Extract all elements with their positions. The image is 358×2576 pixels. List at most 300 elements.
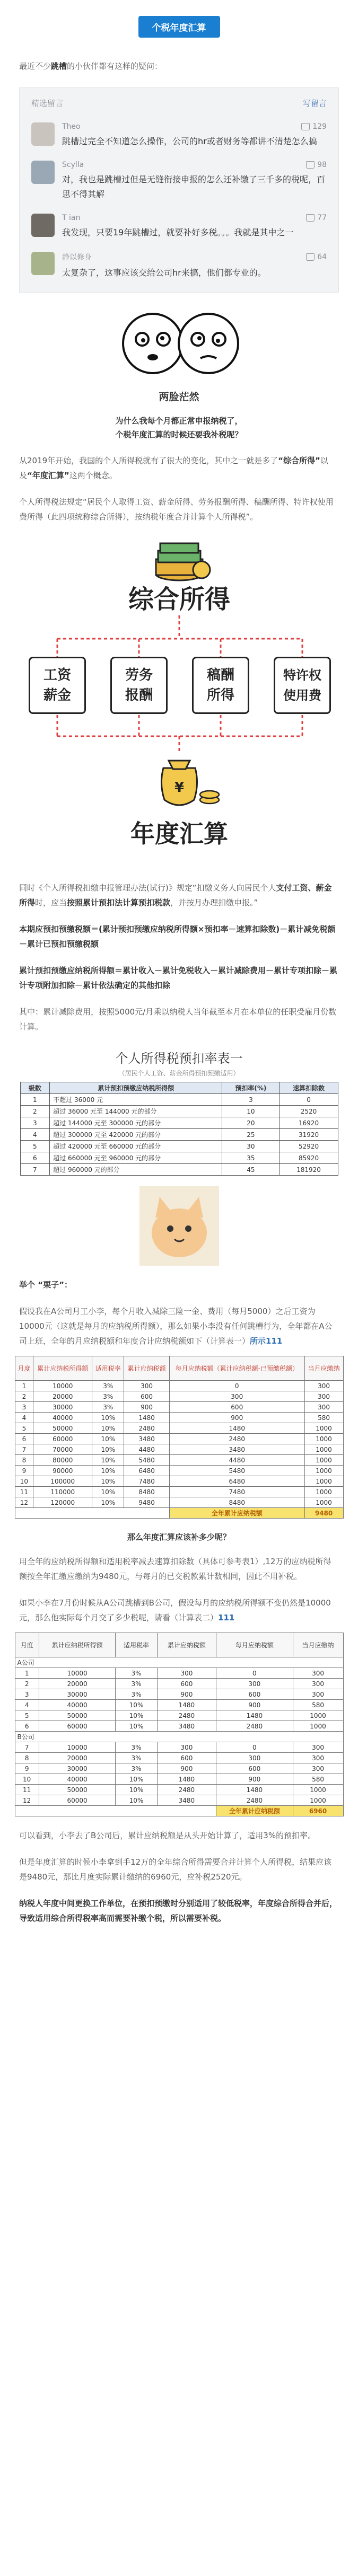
table-header-cell: 适用税率 [92,1356,124,1381]
table-cell: 不超过 36000 元 [50,1094,222,1106]
paragraph-10: 纳税人年度中间更换工作单位，在预扣预缴时分别适用了较低税率，年度综合所得合并后，导致适用综合所得税率高而需要补缴个税，所以需要补税。 [19,1899,338,1923]
table-cell: 3% [116,1753,157,1763]
table-header-row [15,1356,343,1381]
table-cell: 80000 [33,1455,92,1466]
table-row [15,1700,343,1710]
formula-2: 累计预扣预缴应纳税所得额＝累计收入－累计免税收入－累计减除费用－累计专项扣除－累计专项附加扣除－累计依法确定的其他扣除 [19,966,338,990]
table1-subtitle: （居民个人工资、薪金所得预扣预缴适用） [118,1070,240,1077]
table-cell: 580 [304,1413,343,1423]
table-cell: 50000 [39,1785,115,1795]
table-cell: 8 [15,1455,33,1466]
table-cell: 2480 [216,1721,293,1732]
table-cell: 10% [116,1774,157,1785]
table-cell: 1000 [304,1434,343,1444]
example-caption: 举个 “栗子”： [19,1280,72,1290]
table-cell: 52920 [280,1141,338,1152]
table-cell: 11 [15,1785,39,1795]
table-cell: 300 [293,1763,343,1774]
table-cell: 600 [216,1763,293,1774]
table-cell: 1000 [293,1795,343,1806]
table-cell: 2 [20,1106,50,1117]
table-cell: 超过 36000 元至 144000 元的部分 [50,1106,222,1117]
table-cell: 1 [15,1668,39,1679]
table-row [20,1117,338,1129]
comment-item [20,246,338,287]
table-cell: 110000 [33,1487,92,1497]
table-header-cell: 累计应纳税额 [124,1356,170,1381]
avatar [31,161,55,184]
table-cell: 10% [92,1497,124,1508]
table2-body [15,1381,343,1508]
table-cell: 3% [116,1668,157,1679]
para3-bold2: 按照累计预扣法计算预扣税款 [67,898,171,907]
table-cell: 2480 [169,1434,304,1444]
like-button[interactable] [301,122,327,131]
para1-term2: “年度汇算” [27,471,69,480]
table-row [20,1141,338,1152]
question-line: 为什么我每个月都正常申报纳税了， [115,416,243,426]
table-cell: 600 [216,1689,293,1700]
comment-item [20,208,338,246]
intro-text [0,59,358,74]
table-cell: 580 [293,1774,343,1785]
table-row [15,1381,343,1391]
paragraph-2: 个人所得税法规定“居民个人取得工资、薪金所得、劳务报酬所得、稿酬所得、特许权使用费所得（此四项统称综合所得），按纳税年度合并计算个人所得税”。 [19,497,334,522]
table-cell: 70000 [33,1444,92,1455]
diagram-item-salary: 工资 薪金 [29,657,86,714]
table-cell: 5 [20,1141,50,1152]
diagram-item-license: 特许权 使用费 [274,657,331,714]
para5-link[interactable]: 所示111 [250,1336,283,1346]
table-header-cell: 累计预扣预缴应纳税所得额 [50,1082,222,1094]
table-cell: 1 [20,1094,50,1106]
table-cell: 300 [304,1402,343,1413]
table-cell: 3% [92,1391,124,1402]
thumb-up-icon [306,161,315,169]
table-cell: 3% [116,1689,157,1700]
like-button[interactable] [306,252,327,262]
total-value: 6960 [293,1806,343,1816]
table-cell: 1000 [293,1785,343,1795]
table-header-cell: 预扣率(%) [222,1082,280,1094]
badge-wrap [0,0,358,38]
table-cell: 10% [92,1455,124,1466]
table-cell: 300 [293,1742,343,1753]
table-header-cell: 每月应纳税额 [216,1633,293,1657]
table-cell: 4 [20,1129,50,1141]
avatar [31,252,55,275]
table-cell: 超过 300000 元至 420000 元的部分 [50,1129,222,1141]
table-row [15,1497,343,1508]
table-cell: 10 [222,1106,280,1117]
table-cell: 1 [15,1381,33,1391]
comment-author: Scylla [62,161,84,169]
table-cell: 12 [15,1497,33,1508]
paragraph-5 [0,1304,358,1348]
table-header-cell: 适用税率 [116,1633,157,1657]
table-row [15,1742,343,1753]
table-cell: 300 [124,1381,170,1391]
table-cell: 10 [15,1774,39,1785]
para1-mid: 以及 [19,456,328,480]
diagram-bottom-label: 年度汇算 [130,819,228,848]
table-cell: 超过 660000 元至 960000 元的部分 [50,1152,222,1164]
like-count: 129 [312,122,327,131]
intro-pre: 最近不少 [19,61,51,71]
table-cell: 300 [157,1742,216,1753]
table-cell: 5 [15,1710,39,1721]
table-cell: 3% [92,1402,124,1413]
diagram-top-label: 综合所得 [128,585,231,614]
table-cell: 2480 [157,1710,216,1721]
table-cell: 100000 [33,1476,92,1487]
intro-strong: 跳槽 [51,61,67,71]
para5-text: 假设我在A公司月工小李，每个月收入减除三险一金、费用（每月5000）之后工资为10000元（这就是每月的应纳税所得额），那么如果小李没有任何跳槽行为，全年都在A公司上班，全年的月应纳税额和年度合计应纳税额如下（计算表一） [19,1307,333,1346]
table-cell: 6480 [124,1466,170,1476]
table-cell: 4480 [124,1444,170,1455]
thumb-up-icon [306,253,315,261]
table-row [15,1710,343,1721]
table-cell: 300 [216,1753,293,1763]
paragraph-4: 其中：累计减除费用，按照5000元/月乘以纳税人当年截至本月在本单位的任职受雇月份数计算。 [19,1007,337,1031]
table-header-cell: 累计应纳税所得额 [33,1356,92,1381]
table-cell: 600 [124,1391,170,1402]
table-cell: 10 [15,1476,33,1487]
table-cell: 4 [15,1700,39,1710]
table-cell: 30000 [39,1689,115,1700]
like-button[interactable] [306,214,327,222]
table-header-row [15,1633,343,1657]
questions [0,414,358,442]
table-cell: 6 [20,1152,50,1164]
table-row [15,1668,343,1679]
table-cell: 10% [92,1434,124,1444]
table-cell: 10% [92,1487,124,1497]
para3-post: ，并按月办理扣缴申报。” [170,898,258,907]
table-row [15,1795,343,1806]
table-cell: 10% [92,1466,124,1476]
thumb-up-icon [306,214,315,222]
like-button[interactable] [306,161,327,169]
table-cell: 12 [15,1795,39,1806]
table-header-row [20,1082,338,1094]
formula-1: 本期应预扣预缴税额＝(累计预扣预缴应纳税所得额×预扣率－速算扣除数)－累计减免税额－累计已预扣预缴税额 [19,924,336,949]
comment-author: 静以修身 [62,253,92,262]
table-row [15,1689,343,1700]
table-cell [15,1508,169,1519]
table-cell: 1480 [157,1700,216,1710]
table-cell: 10% [92,1444,124,1455]
table-cell: 16920 [280,1117,338,1129]
table-cell: 8480 [124,1487,170,1497]
table-cell: 900 [216,1774,293,1785]
para7-link[interactable]: 111 [218,1613,235,1622]
diagram-item-labor: 劳务 报酬 [110,657,168,714]
table-cell: 181920 [280,1164,338,1176]
paragraph-6: 用全年的应纳税所得额和适用税率减去速算扣除数（具体可参考表1）,12万的应纳税所得额按全年汇缴应缴纳为9480元，与每月的已交税款累计数相同，因此不用补税。 [19,1557,331,1581]
table-row [15,1391,343,1402]
table1-title: 个人所得税预扣率表一 [115,1051,243,1066]
comment-text: 我发现，只要19年跳槽过，就要补好多税。。。我就是其中之一 [62,227,294,237]
table-row [20,1129,338,1141]
table-cell: 30000 [33,1402,92,1413]
table-cell: 10000 [39,1668,115,1679]
table-cell: 2520 [280,1106,338,1117]
para3-bold1: 支付工资、薪金所得 [19,883,332,907]
table-cell: 10% [116,1721,157,1732]
paragraph-3 [0,880,358,910]
table-cell: 1480 [169,1423,304,1434]
table-cell: 3480 [157,1795,216,1806]
table-cell: 60000 [33,1434,92,1444]
table-cell: 9480 [124,1497,170,1508]
table-row [15,1657,343,1668]
table-cell: 20 [222,1117,280,1129]
table-cell: 1000 [304,1423,343,1434]
table-cell: 1000 [293,1710,343,1721]
table-header-cell: 当月应缴纳 [293,1633,343,1657]
table-row [15,1763,343,1774]
table-cell: 35 [222,1152,280,1164]
table-cell: 8480 [169,1497,304,1508]
comments-header [20,88,338,117]
confused-faces-image [110,306,248,386]
table-cell: 300 [304,1381,343,1391]
table-cell: 30 [222,1141,280,1152]
table-cell: 10% [92,1423,124,1434]
table-cell: 3480 [157,1721,216,1732]
comments-title: 精选留言 [31,99,64,108]
table-cell: 超过 144000 元至 300000 元的部分 [50,1117,222,1129]
table-header-cell: 速算扣除数 [280,1082,338,1094]
table-cell: 10000 [39,1742,115,1753]
table-cell: 2480 [216,1795,293,1806]
table-cell: 1000 [304,1444,343,1455]
table-row [15,1444,343,1455]
tax-rate-table [20,1082,338,1176]
paragraph-9: 但是年度汇算的时候小李拿到手12万的全年综合所得需要合并计算个人所得税，结果应该是9480元，那比月度实际累计缴纳的6960元，应补税2520元。 [19,1857,332,1882]
table-cell: 300 [216,1679,293,1689]
table-header-cell: 级数 [20,1082,50,1094]
table-cell: 40000 [39,1700,115,1710]
svg-text:¥: ¥ [174,780,185,796]
table-cell: 900 [169,1413,304,1423]
table-cell: 7 [15,1444,33,1455]
table-cell: 7 [15,1742,39,1753]
table-cell: 10% [92,1413,124,1423]
para3-mid: 时，应当 [35,898,67,907]
table-row [15,1466,343,1476]
table-cell: 300 [304,1391,343,1402]
table-cell: 8 [15,1753,39,1763]
calc-table-1 [15,1356,344,1519]
comment-item [20,117,338,155]
table-cell: 120000 [33,1497,92,1508]
table-cell: 10% [116,1710,157,1721]
table-header-cell: 累计应纳税所得额 [39,1633,115,1657]
table-cell: 7480 [169,1487,304,1497]
table-cell: 0 [169,1381,304,1391]
intro-post: 的小伙伴都有这样的疑问： [67,61,163,71]
table-cell: 3 [15,1402,33,1413]
cat-meme-image [139,1186,219,1266]
table-cell: 3% [116,1679,157,1689]
paragraph-1 [0,453,358,483]
table-cell: 31920 [280,1129,338,1141]
table-row [15,1423,343,1434]
table-cell: 0 [216,1742,293,1753]
table-row [15,1679,343,1689]
like-count: 98 [317,161,327,169]
comment-item [20,155,338,208]
table-cell: 3 [15,1689,39,1700]
table-row [15,1721,343,1732]
table-cell: 300 [293,1679,343,1689]
table-row [15,1732,343,1742]
paragraph-7 [0,1595,358,1625]
table-cell: 11 [15,1487,33,1497]
table-row [15,1487,343,1497]
table-cell: 9 [15,1466,33,1476]
comment-text: 太复杂了，这事应该交给公司hr来搞，他们都专业的。 [62,268,266,278]
table-cell: 580 [293,1700,343,1710]
table-cell: 300 [293,1689,343,1700]
table-cell: 5 [15,1423,33,1434]
table-cell: 4 [15,1413,33,1423]
table-cell: 1480 [216,1785,293,1795]
total-value: 9480 [304,1508,343,1519]
write-comment-link[interactable]: 写留言 [302,99,327,108]
table-cell: 2480 [124,1423,170,1434]
table-header-cell: 累计应纳税额 [157,1633,216,1657]
table-cell: 20000 [39,1753,115,1763]
section-subtitle: 那么年度汇算应该补多少呢？ [127,1532,231,1542]
table-cell: 900 [157,1689,216,1700]
meme-caption: 两脸茫然 [159,391,199,403]
table-row [20,1164,338,1176]
avatar [31,122,55,146]
table-cell: 3% [116,1742,157,1753]
table-cell: 1480 [157,1774,216,1785]
like-count: 64 [317,253,327,261]
diagram-item-royalty: 稿酬 所得 [192,657,249,714]
table-row [15,1774,343,1785]
table-cell: 超过 960000 元的部分 [50,1164,222,1176]
calc-table-2 [15,1633,344,1816]
table-cell: 0 [216,1668,293,1679]
table-cell: 300 [293,1753,343,1763]
table1-body [20,1094,338,1176]
table-cell: 1000 [293,1721,343,1732]
table-cell: 45 [222,1164,280,1176]
table-row [15,1785,343,1795]
comment-text: 对，我也是跳槽过但是无缝衔接申报的怎么还补缴了三千多的税呢，百思不得其解 [62,174,326,199]
table-cell: 600 [157,1753,216,1763]
table-cell: 10000 [33,1381,92,1391]
table-row [15,1455,343,1466]
table-cell: 300 [157,1668,216,1679]
table-cell: 40000 [33,1413,92,1423]
para3-pre: 同时《个人所得税扣缴申报管理办法(试行)》规定“扣缴义务人向居民个人 [19,883,276,893]
table-cell: 85920 [280,1152,338,1164]
table-cell: 10% [116,1785,157,1795]
table-cell: 50000 [39,1710,115,1721]
table-cell: 3 [20,1117,50,1129]
thumb-up-icon [301,123,310,130]
para1-pre: 从2019年开始，我国的个人所得税就有了很大的变化，其中之一就是多了 [19,456,278,465]
table-cell: 10% [116,1795,157,1806]
table-cell: 1000 [304,1466,343,1476]
paragraph-8: 可以看到，小李去了B公司后，累计应纳税额是从头开始计算了，适用3%的预扣率。 [19,1831,316,1840]
table-cell: 2 [15,1391,33,1402]
table-cell: 6480 [169,1476,304,1487]
table-cell: 900 [157,1763,216,1774]
table-cell: 超过 420000 元至 660000 元的部分 [50,1141,222,1152]
comment-author: Theo [62,122,81,131]
table-cell: 3 [222,1094,280,1106]
table-cell: 1000 [304,1497,343,1508]
group-label: B公司 [15,1732,343,1742]
table-cell: 900 [216,1700,293,1710]
table-row [20,1094,338,1106]
table-cell: 10% [92,1476,124,1487]
table-row [15,1434,343,1444]
total-label: 全年累计应纳税额 [216,1806,293,1816]
table-cell: 30000 [39,1763,115,1774]
table-cell: 20000 [33,1391,92,1402]
table-cell: 60000 [39,1721,115,1732]
table-cell: 1000 [304,1455,343,1466]
question-line: 个税年度汇算的时候还要我补税呢？ [115,430,243,439]
table-cell: 1480 [124,1413,170,1423]
table-cell [15,1806,216,1816]
table-cell: 600 [157,1679,216,1689]
table-cell: 2480 [157,1785,216,1795]
table-cell: 300 [169,1391,304,1402]
group-label: A公司 [15,1657,343,1668]
table-row [15,1753,343,1763]
table-cell: 3480 [169,1444,304,1455]
comment-author: T ian [62,214,81,222]
table-row [20,1152,338,1164]
table-cell: 60000 [39,1795,115,1806]
avatar [31,214,55,237]
comments-screenshot [19,87,339,293]
total-row [15,1508,343,1519]
table-header-cell: 月度 [15,1356,33,1381]
table-cell: 10% [116,1700,157,1710]
table-header-cell: 当月应缴纳 [304,1356,343,1381]
table-cell: 5480 [169,1466,304,1476]
like-count: 77 [317,214,327,222]
total-row [15,1806,343,1816]
table-cell: 2 [15,1679,39,1689]
table-header-cell: 每月应纳税额（累计应纳税额-已预缴税额） [169,1356,304,1381]
table-cell: 7 [20,1164,50,1176]
table-cell: 0 [280,1094,338,1106]
table-cell: 7480 [124,1476,170,1487]
table-cell: 300 [293,1668,343,1679]
table-cell: 3480 [124,1434,170,1444]
table-cell: 5480 [124,1455,170,1466]
table3-body [15,1657,343,1806]
table-cell: 1000 [304,1476,343,1487]
para1-term1: “综合所得” [278,456,320,465]
table-cell: 1000 [304,1487,343,1497]
table-cell: 40000 [39,1774,115,1785]
table-cell: 90000 [33,1466,92,1476]
table-cell: 6 [15,1434,33,1444]
